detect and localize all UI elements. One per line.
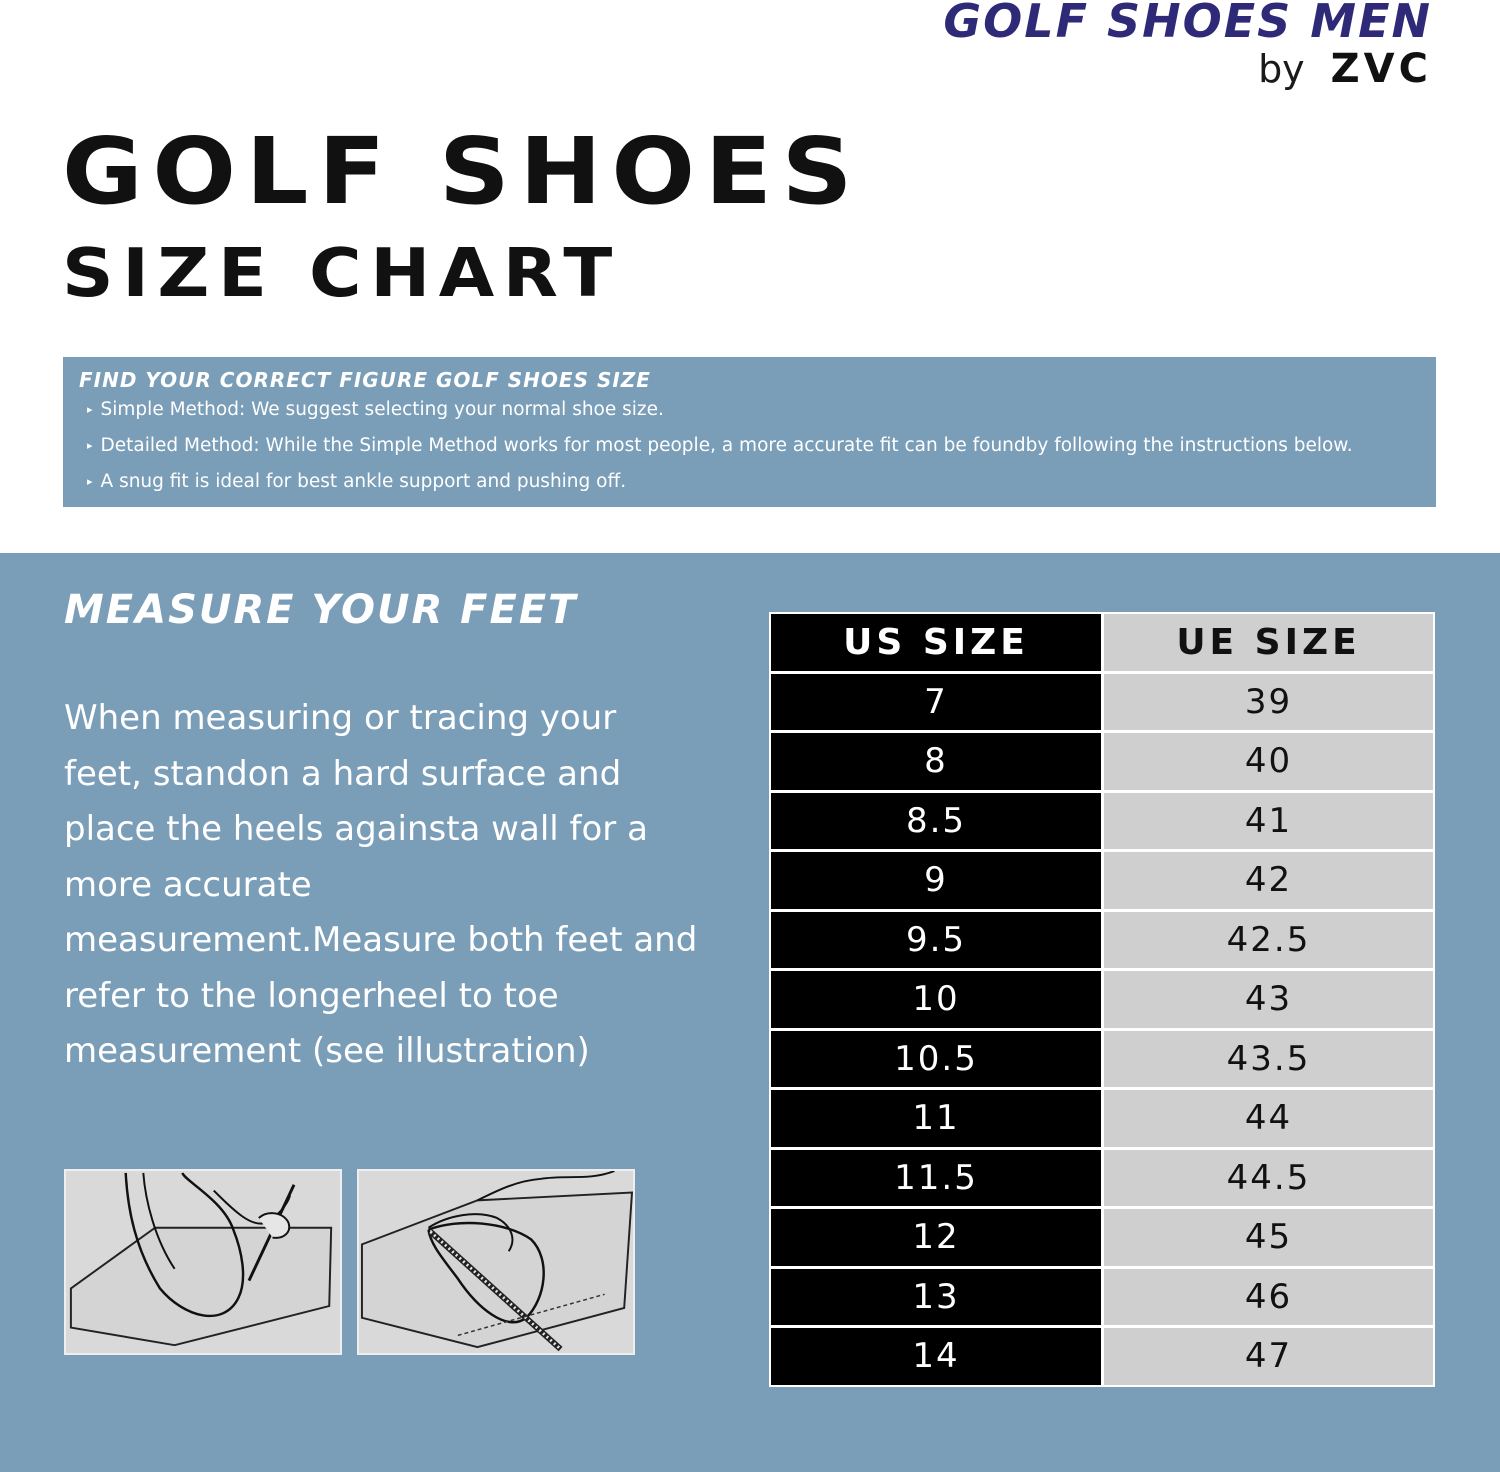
us-size-cell: 14	[770, 1327, 1103, 1386]
ue-size-cell: 47	[1103, 1327, 1435, 1386]
table-row	[770, 791, 1434, 851]
ue-size-header: UE SIZE	[1103, 613, 1435, 672]
us-size-cell: 11.5	[770, 1148, 1103, 1208]
brand-title: GOLF SHOES MEN	[943, 0, 1432, 48]
us-size-cell: 9	[770, 851, 1103, 911]
ue-size-cell: 45	[1103, 1208, 1435, 1268]
brand-header	[943, 0, 1432, 92]
table-row	[770, 851, 1434, 911]
ue-size-cell: 42.5	[1103, 910, 1435, 970]
measure-instructions: When measuring or tracing your feet, standon a hard surface and place the heels againsta wall for a more accurate measurement.Measure both feet and refer to the longerheel to toe measurement (see illustration)	[64, 698, 698, 1071]
us-size-cell: 7	[770, 672, 1103, 732]
table-row	[770, 1267, 1434, 1327]
us-size-cell: 12	[770, 1208, 1103, 1268]
measure-heading: MEASURE YOUR FEET	[64, 587, 578, 633]
page-subtitle: SIZE CHART	[62, 234, 621, 312]
table-header-row	[770, 613, 1434, 672]
ue-size-cell: 44.5	[1103, 1148, 1435, 1208]
table-row	[770, 1208, 1434, 1268]
us-size-cell: 10	[770, 970, 1103, 1030]
ue-size-cell: 43	[1103, 970, 1435, 1030]
ue-size-cell: 43.5	[1103, 1029, 1435, 1089]
info-item	[79, 465, 1420, 501]
ue-size-cell: 39	[1103, 672, 1435, 732]
info-item	[79, 429, 1420, 465]
bullet-triangle-icon: ▸	[87, 439, 93, 452]
ue-size-cell: 41	[1103, 791, 1435, 851]
info-item-text: Simple Method: We suggest selecting your normal shoe size.	[100, 399, 664, 420]
ue-size-cell: 46	[1103, 1267, 1435, 1327]
foot-tracing-drawing	[66, 1171, 340, 1353]
table-row	[770, 672, 1434, 732]
info-item-text: A snug fit is ideal for best ankle support and pushing off.	[100, 471, 627, 492]
brand-logo: ZVC	[1330, 46, 1432, 92]
table-row	[770, 1327, 1434, 1386]
ue-size-cell: 42	[1103, 851, 1435, 911]
us-size-cell: 13	[770, 1267, 1103, 1327]
bullet-triangle-icon: ▸	[87, 475, 93, 488]
foot-measuring-drawing	[359, 1171, 633, 1353]
info-item-text: Detailed Method: While the Simple Method works for most people, a more accurate fit can be foundby following the instructions below.	[100, 435, 1353, 456]
us-size-cell: 8.5	[770, 791, 1103, 851]
table-row	[770, 910, 1434, 970]
table-row	[770, 732, 1434, 792]
table-row	[770, 1029, 1434, 1089]
table-row	[770, 1089, 1434, 1149]
measure-section	[0, 553, 1500, 1472]
bullet-triangle-icon: ▸	[87, 403, 93, 416]
us-size-cell: 9.5	[770, 910, 1103, 970]
us-size-cell: 11	[770, 1089, 1103, 1149]
table-row	[770, 970, 1434, 1030]
ue-size-cell: 44	[1103, 1089, 1435, 1149]
us-size-cell: 8	[770, 732, 1103, 792]
brand-by-label: by	[1258, 47, 1305, 91]
page-title: GOLF SHOES	[62, 118, 863, 225]
table-row	[770, 1148, 1434, 1208]
ue-size-cell: 40	[1103, 732, 1435, 792]
info-item	[79, 393, 1420, 429]
info-box	[63, 357, 1436, 507]
brand-byline	[1258, 46, 1432, 92]
foot-measuring-illustration	[357, 1169, 635, 1355]
us-size-header: US SIZE	[770, 613, 1103, 672]
size-chart-table	[769, 612, 1435, 1387]
us-size-cell: 10.5	[770, 1029, 1103, 1089]
info-heading: FIND YOUR CORRECT FIGURE GOLF SHOES SIZE	[79, 368, 651, 392]
foot-tracing-illustration	[64, 1169, 342, 1355]
